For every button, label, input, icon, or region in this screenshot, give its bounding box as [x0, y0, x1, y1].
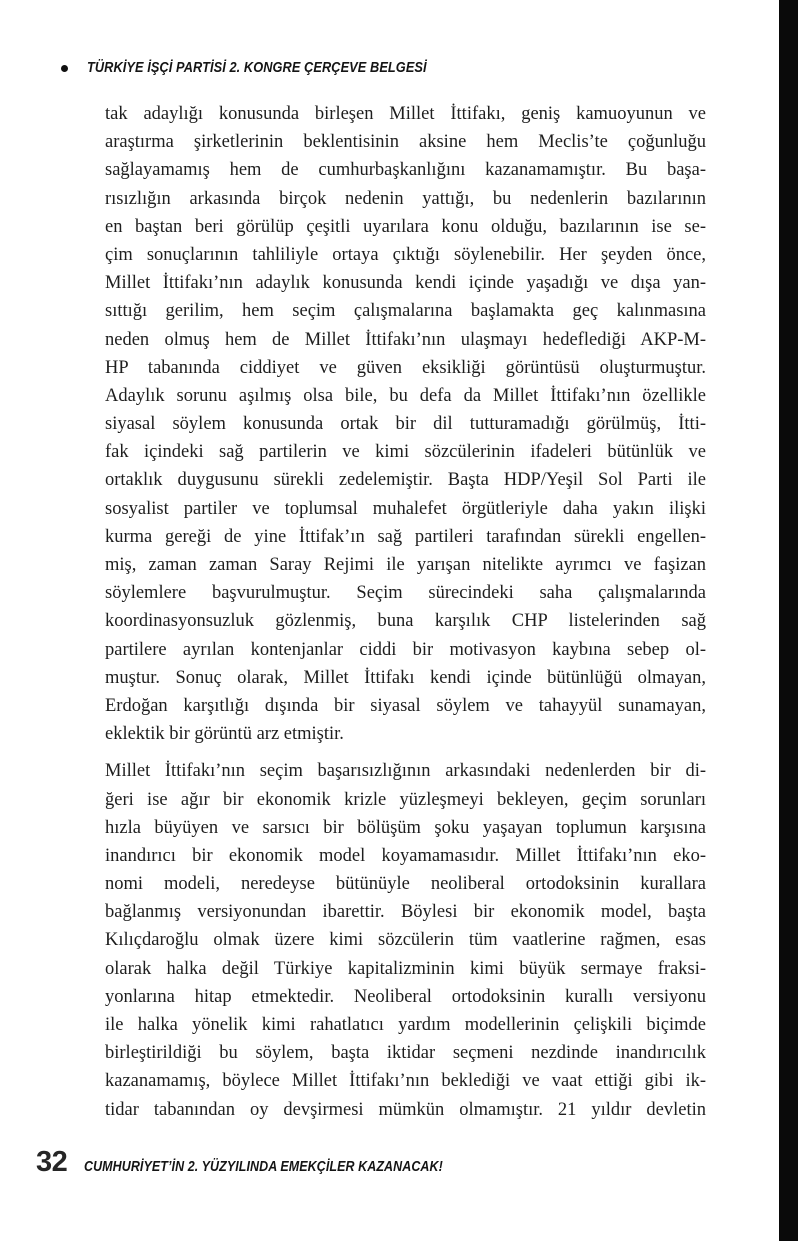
text-line: bağlanmış versiyonundan ibarettir. Böylesi bir ekonomik model, başta [105, 902, 706, 923]
footer-slogan: CUMHURİYET’İN 2. YÜZYILINDA EMEKÇİLER KAZANACAK! [84, 1159, 444, 1175]
paragraph-2 [105, 757, 706, 1123]
text-line: fak içindeki sağ partilerin ve kimi sözcülerinin ifadeleri bütünlük ve [105, 442, 706, 463]
text-line: rısızlığın arkasında birçok nedenin yattığı, bu nedenlerin bazılarının [105, 188, 706, 209]
body-text [105, 100, 706, 1133]
text-line: koordinasyonsuzluk gözlenmiş, buna karşılık CHP listelerinden sağ [105, 611, 706, 632]
text-line: çim sonuçlarının tahliliyle ortaya çıktığı söylenebilir. Her şeyden önce, [105, 244, 706, 265]
page-header [61, 60, 473, 76]
text-line: ğeri ise ağır bir ekonomik krizle yüzleşmeyi bekleyen, geçim sorunları [105, 789, 706, 810]
text-line: partilere ayrılan kontenjanlar ciddi bir motivasyon kaybına sebep ol- [105, 639, 706, 660]
running-header-title: TÜRKİYE İŞÇİ PARTİSİ 2. KONGRE ÇERÇEVE BELGESİ [87, 60, 427, 76]
text-line: sosyalist partiler ve toplumsal muhalefet örgütleriyle daha yakın ilişki [105, 498, 706, 519]
text-line: nomi modeli, neredeyse bütünüyle neoliberal ortodoksinin kurallara [105, 874, 706, 895]
text-line: Millet İttifakı’nın adaylık konusunda kendi içinde yaşadığı ve dışa yan- [105, 273, 706, 294]
text-line: neden olmuş hem de Millet İttifakı’nın ulaşmayı hedeflediği AKP-M- [105, 329, 706, 350]
text-line: sıttığı gerilim, hem seçim çalışmalarına başlamakta geç kalınmasına [105, 301, 706, 322]
page-footer [36, 1146, 502, 1179]
text-line: Erdoğan karşıtlığı dışında bir siyasal söylem ve tahayyül sunamayan, [105, 695, 706, 716]
text-line: birleştirildiği bu söylem, başta iktidar seçmeni nezdinde inandırıcılık [105, 1043, 706, 1064]
page-number: 32 [36, 1146, 68, 1178]
text-line: tak adaylığı konusunda birleşen Millet İttifakı, geniş kamuoyunun ve [105, 104, 706, 124]
text-line: tidar tabanından oy devşirmesi mümkün olmamıştır. 21 yıldır devletin [105, 1099, 706, 1120]
text-line: ortaklık duygusunu sürekli zedelemiştir. Başta HDP/Yeşil Sol Parti ile [105, 470, 706, 491]
text-line: HP tabanında ciddiyet ve güven eksikliği görüntüsü oluşturmuştur. [105, 357, 706, 378]
text-line: ile halka yönelik kimi rahatlatıcı yardım modellerinin çelişkili biçimde [105, 1015, 706, 1035]
text-line: araştırma şirketlerinin beklentisinin aksine hem Meclis’te çoğunluğu [105, 132, 706, 153]
text-line: inandırıcı bir ekonomik model koyamamasıdır. Millet İttifakı’nın eko- [105, 845, 706, 866]
scan-edge-bar [779, 0, 798, 1241]
text-line: Kılıçdaroğlu olmak üzere kimi sözcülerin tüm vaatlerine rağmen, esas [105, 930, 706, 951]
text-line: söylemlere başvurulmuştur. Seçim sürecindeki saha çalışmalarında [105, 583, 706, 604]
text-line: kurma gereği de yine İttifak’ın sağ partileri tarafından sürekli engellen- [105, 526, 706, 547]
bullet-icon [61, 65, 68, 72]
text-line: muştur. Sonuç olarak, Millet İttifakı kendi içinde bütünlüğü olmayan, [105, 667, 706, 688]
text-line: yonlarına hitap etmektedir. Neoliberal ortodoksinin kurallı versiyonu [105, 986, 706, 1007]
text-line: en baştan beri görülüp çeşitli uyarılara konu olduğu, bazılarının ise se- [105, 216, 706, 237]
text-line: Millet İttifakı’nın seçim başarısızlığının arkasındaki nedenlerden bir di- [105, 761, 706, 782]
paragraph-1 [105, 100, 706, 748]
text-line: Adaylık sorunu aşılmış olsa bile, bu defa da Millet İttifakı’nın özellikle [105, 385, 706, 406]
text-line: eklektik bir görüntü arz etmiştir. [105, 724, 344, 745]
text-line: olarak halka değil Türkiye kapitalizminin kimi büyük sermaye fraksi- [105, 958, 706, 979]
text-line: miş, zaman zaman Saray Rejimi ile yarışan nitelikte ayrımcı ve faşizan [105, 555, 706, 575]
text-line: siyasal söylem konusunda ortak bir dil tutturamadığı görülmüş, İtti- [105, 414, 706, 435]
text-line: sağlayamamış hem de cumhurbaşkanlığını kazanamamıştır. Bu başa- [105, 160, 706, 181]
text-line: kazanamamış, böylece Millet İttifakı’nın beklediği ve vaat ettiği gibi ik- [105, 1071, 706, 1092]
text-line: hızla büyüyen ve sarsıcı bir bölüşüm şoku yaşayan toplumun karşısına [105, 817, 706, 838]
